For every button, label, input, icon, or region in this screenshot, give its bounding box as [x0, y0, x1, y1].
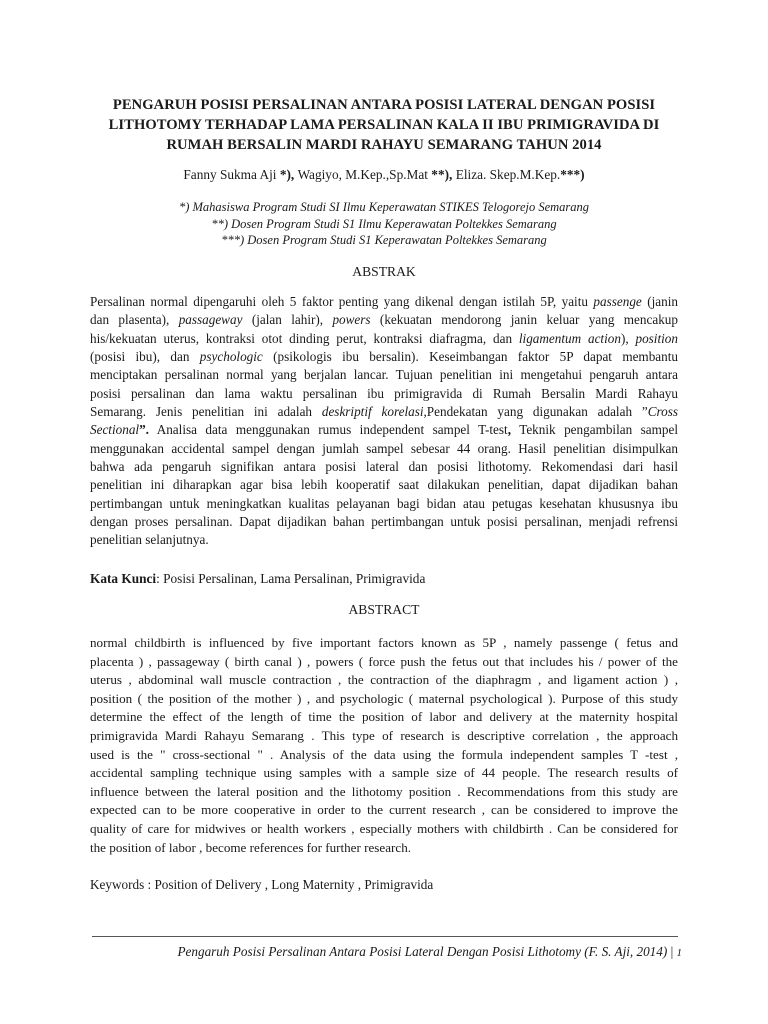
footer-separator: |: [667, 944, 677, 959]
page-number: 1: [676, 947, 682, 959]
abstrak-line: his/kekuatan uterus, kontraksi otot dinding perut, kontraksi diafragma, dan ligamentum action), position: [90, 330, 678, 346]
abstract-line: uterus , abdominal wall muscle contraction , the contraction of the diaphragm , and ligament action ) ,: [90, 672, 678, 688]
affiliations: [90, 199, 678, 249]
abstrak-line: bahwa ada pengaruh signifikan antara posisi lateral dan posisi lithotomy. Rekomendasi dari hasil: [90, 459, 678, 475]
abstrak-line: dan plasenta), passageway (jalan lahir), powers (kekuatan mendorong janin keluar yang mencakup: [90, 312, 678, 328]
abstract-line: primigravida Mardi Rahayu Semarang . This type of research is descriptive correlation , the approach: [90, 727, 678, 743]
abstract-line: accidental sampling technique using samples with a sample size of 44 people. The research results of: [90, 765, 678, 781]
affiliation-line: ***) Dosen Program Studi S1 Keperawatan Poltekkes Semarang: [221, 233, 547, 247]
author-list: [90, 166, 678, 184]
abstrak-line: menciptakan persalinan normal yang berjalan lancar. Tujuan penelitian ini mengetahui pengaruh antara: [90, 367, 678, 383]
kata-kunci-label: Kata Kunci: [90, 571, 157, 586]
abstract-line: placenta ) , passageway ( birth canal ) , powers ( force push the fetus out that includes his / power of the: [90, 653, 678, 669]
abstract-line: position ( the position of the mother ) , and psychologic ( maternal psychological ). Purpose of this study: [90, 690, 678, 706]
title-line: RUMAH BERSALIN MARDI RAHAYU SEMARANG TAHUN 2014: [166, 137, 602, 153]
kata-kunci: [90, 570, 678, 588]
abstrak-heading: ABSTRAK: [352, 264, 416, 279]
abstract-line: influence between the lateral position and the lithotomy position . Recommendations from this study are: [90, 783, 678, 799]
author-name: Eliza. Skep.M.Kep.: [455, 167, 561, 182]
author-name: Fanny Sukma Aji: [183, 167, 277, 182]
abstrak-line: posisi persalinan dan lama waktu persalinan ibu primigravida di Rumah Bersalin Mardi Rahayu: [90, 385, 678, 401]
abstract-line: expected can to be more cooperative in order to the current research , can be considered to improve the: [90, 802, 678, 818]
abstrak-line: Semarang. Jenis penelitian ini adalah deskriptif korelasi,Pendekatan yang digunakan adalah ”Cross: [90, 404, 679, 420]
abstrak-line: penelitian selanjutnya.: [90, 532, 209, 548]
abstract-line: normal childbirth is influenced by five important factors known as 5P , namely passenge ( fetus and: [90, 635, 678, 650]
abstrak-line: dengan proses persalinan. Dapat dijadikan bahan pertimbangan untuk posisi persalinan, menjadi refrensi: [90, 514, 678, 530]
title-line: PENGARUH POSISI PERSALINAN ANTARA POSISI LATERAL DENGAN POSISI: [112, 97, 656, 113]
abstract-line: the position of labor , become references for further research.: [90, 839, 412, 855]
footer-divider: [92, 936, 678, 937]
author-name: Wagiyo, M.Kep.,Sp.Mat: [297, 167, 428, 182]
abstract-heading: ABSTRACT: [348, 602, 420, 617]
abstrak-line: Sectional”. Analisa data menggunakan rumus independent sampel T-test, Teknik pengambilan sampel: [90, 422, 678, 438]
running-title: Pengaruh Posisi Persalinan Antara Posisi Lateral Dengan Posisi Lithotomy (F. S. Aji, 2014): [177, 944, 668, 959]
abstract-line: used is the " cross-sectional " . Analysis of the data using the formula independent samples T -test ,: [90, 746, 678, 762]
affiliation-line: **) Dosen Program Studi S1 Ilmu Keperawatan Poltekkes Semarang: [211, 216, 557, 231]
kata-kunci-text: : Posisi Persalinan, Lama Persalinan, Primigravida: [156, 571, 426, 586]
abstrak-line: penelitian ini diharapkan agar bisa lebih kooperatif saat dilakukan penelitian, dapat dijadikan bahan: [90, 477, 678, 493]
abstrak-body: [90, 293, 678, 550]
title-line: LITHOTOMY TERHADAP LAMA PERSALINAN KALA II IBU PRIMIGRAVIDA DI: [108, 117, 660, 133]
affiliation-line: *) Mahasiswa Program Studi SI Ilmu Keperawatan STIKES Telogorejo Semarang: [178, 200, 590, 214]
author-separator: ,: [449, 167, 456, 182]
author-separator: ,: [290, 167, 298, 182]
abstract-line: determine the effect of the length of time the position of labor and delivery at the maternity hospital: [90, 709, 678, 725]
paper-title: [90, 95, 678, 155]
keywords: Keywords : Position of Delivery , Long Maternity , Primigravida: [90, 877, 434, 892]
abstrak-line: menggunakan accidental sampel dengan jumlah sampel sebesar 44 orang. Hasil penelitian disimpulkan: [90, 440, 678, 456]
author-marker: **): [427, 167, 450, 182]
abstrak-line: pertimbangan untuk meningkatkan kualitas pelayanan bagi bidan atau petugas kesehatan khususnya ibu: [90, 495, 678, 511]
author-marker: ***): [560, 167, 585, 182]
author-marker: *): [276, 167, 291, 182]
abstrak-line: Persalinan normal dipengaruhi oleh 5 faktor penting yang dikenal dengan istilah 5P, yaitu passenge (janin: [90, 294, 678, 309]
running-footer: [90, 943, 682, 962]
abstrak-line: (posisi ibu), dan psychologic (psikologis ibu bersalin). Keseimbangan faktor 5P dapat membantu: [90, 349, 678, 365]
abstract-line: quality of care for midwives or health workers , especially mothers with childbirth . Can be considered for: [90, 820, 678, 836]
abstract-body: [90, 634, 678, 857]
